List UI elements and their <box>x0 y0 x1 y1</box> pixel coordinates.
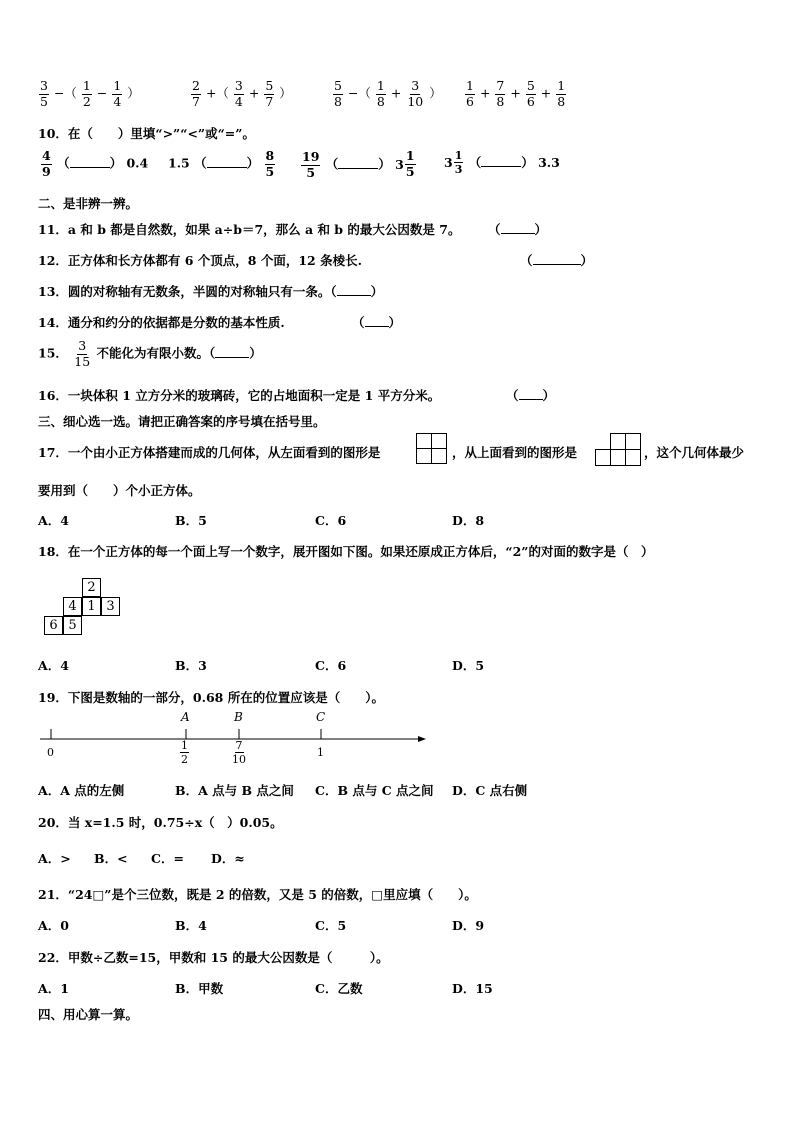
q12-answer: （ ） <box>520 253 594 268</box>
q19-option-a[interactable]: A．A 点的左侧 <box>38 783 125 798</box>
q21-option-a[interactable]: A．0 <box>38 918 69 933</box>
answer-blank[interactable] <box>337 284 371 296</box>
expression-1: $\frac{3}{5}$ −（ $\frac{1}{2}$ − $\frac{1}{4}$ ） <box>40 78 140 109</box>
q19-option-b[interactable]: B．A 点与 B 点之间 <box>175 783 294 798</box>
tick-zero: 0 <box>47 746 54 759</box>
q17-option-b[interactable]: B．5 <box>175 513 207 528</box>
question-17-part3: ，这个几何体最少 <box>644 445 745 460</box>
q17-option-a[interactable]: A．4 <box>38 513 69 528</box>
q10-compare-4: 3 $\frac{1}{3}$ （ ） 3.3 <box>444 149 560 176</box>
net-cell: 3 <box>101 597 120 616</box>
q20-option-c[interactable]: C．= <box>151 851 184 866</box>
question-16: 16．一块体积 1 立方分米的玻璃砖，它的占地面积一定是 1 平方分米。 <box>38 388 441 403</box>
point-c-label: C <box>316 710 326 724</box>
answer-blank[interactable] <box>481 155 521 167</box>
net-cell: 2 <box>82 578 101 597</box>
q11-answer: （ ） <box>488 222 548 237</box>
section-2-heading: 二、是非辨一辨。 <box>38 196 139 211</box>
net-cell: 4 <box>63 597 82 616</box>
q20-option-d[interactable]: D．≈ <box>211 851 245 866</box>
q10-compare-2: 1.5 （ ） $\frac{8}{5}$ <box>168 148 275 179</box>
question-17-part1: 17．一个由小正方体搭建而成的几何体，从左面看到的图形是 <box>38 445 381 460</box>
q22-option-b[interactable]: B．甲数 <box>175 981 224 996</box>
question-19-text: 19．下图是数轴的一部分，0.68 所在的位置应该是（ ）。 <box>38 690 384 705</box>
q21-option-b[interactable]: B．4 <box>175 918 207 933</box>
question-13: 13．圆的对称轴有无数条，半圆的对称轴只有一条。（ ） <box>38 284 384 299</box>
q14-answer: （ ） <box>352 315 402 330</box>
question-15: 15． $\frac{3}{15}$ 不能化为有限小数。（ ） <box>38 338 262 369</box>
left-view-figure <box>416 433 448 465</box>
point-b-label: B <box>234 710 243 724</box>
q21-option-d[interactable]: D．9 <box>452 918 485 933</box>
q22-option-a[interactable]: A．1 <box>38 981 69 996</box>
q21-option-c[interactable]: C．5 <box>315 918 347 933</box>
tick-seven-tenths: $\frac{7}{10}$ <box>232 739 246 766</box>
question-22-text: 22．甲数÷乙数=15，甲数和 15 的最大公因数是（ ）。 <box>38 950 389 965</box>
top-view-figure <box>595 433 641 466</box>
cube-net-figure <box>42 578 122 635</box>
question-10-text: 10．在（ ）里填“>”“<”或“=”。 <box>38 126 255 141</box>
question-14: 14．通分和约分的依据都是分数的基本性质. <box>38 315 285 330</box>
question-11: 11．a 和 b 都是自然数，如果 a÷b＝7，那么 a 和 b 的最大公因数是 7。 <box>38 222 461 237</box>
expression-3: $\frac{5}{8}$ −（ $\frac{1}{8}$ + $\frac{3}{10}$ ） <box>334 78 442 109</box>
answer-blank[interactable] <box>501 222 535 234</box>
answer-blank[interactable] <box>207 156 247 168</box>
answer-blank[interactable] <box>338 157 378 169</box>
q22-option-c[interactable]: C．乙数 <box>315 981 363 996</box>
question-18-text: 18．在一个正方体的每一个面上写一个数字，展开图如下图。如果还原成正方体后，“2”的对面的数字是（ ） <box>38 544 654 559</box>
question-20-text: 20．当 x=1.5 时，0.75÷x（ ）0.05。 <box>38 815 283 830</box>
answer-blank[interactable] <box>70 156 110 168</box>
q18-option-d[interactable]: D．5 <box>452 658 485 673</box>
point-a-label: A <box>181 710 190 724</box>
q18-option-c[interactable]: C．6 <box>315 658 347 673</box>
q20-option-b[interactable]: B．< <box>94 851 128 866</box>
question-17-part2: ，从上面看到的图形是 <box>452 445 578 460</box>
q16-answer: （ ） <box>506 388 556 403</box>
section-3-heading: 三、细心选一选。请把正确答案的序号填在括号里。 <box>38 414 326 429</box>
answer-blank[interactable] <box>215 346 249 358</box>
q22-option-d[interactable]: D．15 <box>452 981 493 996</box>
net-cell: 5 <box>63 616 82 635</box>
net-cell: 6 <box>44 616 63 635</box>
answer-blank[interactable] <box>519 388 543 400</box>
net-cell: 1 <box>82 597 101 616</box>
tick-half: $\frac{1}{2}$ <box>181 739 188 766</box>
q18-option-b[interactable]: B．3 <box>175 658 207 673</box>
number-line-figure <box>36 710 426 772</box>
q17-option-c[interactable]: C．6 <box>315 513 347 528</box>
expression-2: $\frac{2}{7}$ +（ $\frac{3}{4}$ + $\frac{5}{7}$ ） <box>192 78 292 109</box>
section-4-heading: 四、用心算一算。 <box>38 1007 139 1022</box>
q19-option-c[interactable]: C．B 点与 C 点之间 <box>315 783 434 798</box>
question-17-line2: 要用到（ ）个小正方体。 <box>38 483 201 498</box>
tick-one: 1 <box>317 746 324 759</box>
q18-option-a[interactable]: A．4 <box>38 658 69 673</box>
expression-4: $\frac{1}{6}$ + $\frac{7}{8}$ + $\frac{5}{6}$ + $\frac{1}{8}$ <box>466 78 566 109</box>
q20-option-a[interactable]: A．> <box>38 851 71 866</box>
answer-blank[interactable] <box>533 253 581 265</box>
q10-compare-3: $\frac{19}{5}$ （ ） 3 $\frac{1}{5}$ <box>302 148 415 180</box>
answer-blank[interactable] <box>365 315 389 327</box>
q17-option-d[interactable]: D．8 <box>452 513 485 528</box>
question-12: 12．正方体和长方体都有 6 个顶点，8 个面，12 条棱长. <box>38 253 362 268</box>
q10-compare-1: $\frac{4}{9}$ （ ） 0.4 <box>42 148 149 179</box>
question-21-text: 21．“24□”是个三位数，既是 2 的倍数，又是 5 的倍数，□里应填（ ）。 <box>38 887 477 902</box>
q19-option-d[interactable]: D．C 点右侧 <box>452 783 528 798</box>
